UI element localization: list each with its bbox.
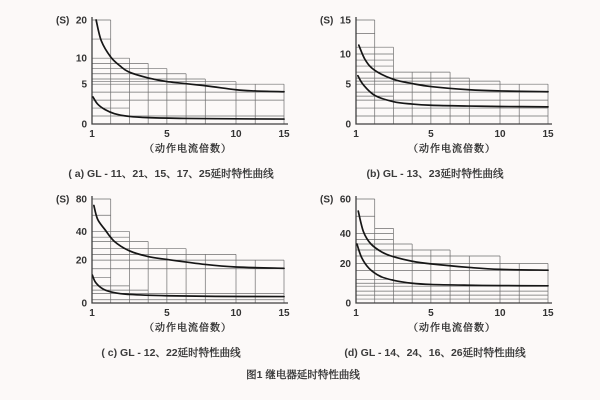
upper-limit-curve bbox=[96, 20, 284, 92]
x-axis-title: （动作电流倍数） bbox=[144, 144, 232, 155]
axes bbox=[92, 196, 288, 303]
chart-c bbox=[52, 189, 290, 360]
grid-lines bbox=[356, 199, 548, 303]
y-tick-label: 60 bbox=[339, 194, 351, 206]
axes bbox=[356, 196, 552, 303]
y-tick-label: 20 bbox=[339, 258, 351, 270]
x-tick-label: 5 bbox=[164, 308, 170, 319]
x-tick-label: 5 bbox=[428, 129, 434, 140]
chart-d-caption: (d) GL - 14、24、16、26延时特性曲线 bbox=[344, 347, 526, 359]
y-tick-label: 0 bbox=[345, 298, 351, 310]
y-unit-label: (S) bbox=[56, 15, 70, 27]
x-tick-label: 15 bbox=[542, 129, 554, 140]
chart-a-plot bbox=[52, 10, 290, 162]
x-tick-label: 10 bbox=[230, 308, 242, 319]
x-tick-label: 5 bbox=[164, 129, 170, 140]
chart-b-caption: (b) GL - 13、23延时特性曲线 bbox=[366, 168, 504, 180]
y-tick-label: 5 bbox=[81, 79, 87, 91]
chart-c-caption: ( c) GL - 12、22延时特性曲线 bbox=[101, 347, 241, 359]
chart-a-caption: ( a) GL - 11、21、15、17、25延时特性曲线 bbox=[68, 168, 274, 180]
x-tick-label: 15 bbox=[542, 308, 554, 319]
y-tick-label: 0 bbox=[81, 119, 87, 131]
y-unit-label: (S) bbox=[320, 15, 334, 27]
grid-lines bbox=[356, 20, 548, 124]
y-tick-label: 80 bbox=[75, 194, 87, 206]
chart-b bbox=[316, 10, 554, 181]
x-tick-label: 1 bbox=[353, 129, 359, 140]
x-tick-label: 10 bbox=[230, 129, 242, 140]
x-tick-label: 1 bbox=[353, 308, 359, 319]
x-axis-title: （动作电流倍数） bbox=[408, 144, 496, 155]
y-tick-label: 0 bbox=[81, 298, 87, 310]
x-tick-label: 10 bbox=[494, 308, 506, 319]
grid-lines bbox=[92, 20, 284, 124]
x-tick-label: 5 bbox=[428, 308, 434, 319]
y-tick-label: 20 bbox=[75, 15, 87, 27]
upper-limit-curve bbox=[358, 211, 548, 270]
upper-limit-curve bbox=[359, 45, 548, 92]
x-tick-label: 15 bbox=[278, 308, 290, 319]
grid-lines bbox=[92, 199, 284, 303]
chart-d-plot bbox=[316, 189, 554, 341]
chart-d bbox=[316, 189, 554, 360]
x-tick-label: 1 bbox=[89, 308, 95, 319]
y-tick-label: 0 bbox=[345, 119, 351, 131]
chart-a bbox=[52, 10, 290, 181]
x-axis-title: （动作电流倍数） bbox=[144, 323, 232, 334]
y-tick-label: 10 bbox=[75, 53, 87, 65]
y-tick-label: 40 bbox=[75, 226, 87, 238]
x-axis-title: （动作电流倍数） bbox=[408, 323, 496, 334]
y-tick-label: 40 bbox=[339, 229, 351, 241]
figure-title: 图1 继电器延时特性曲线 bbox=[246, 369, 360, 381]
chart-c-plot bbox=[52, 189, 290, 341]
x-tick-label: 15 bbox=[278, 129, 290, 140]
y-tick-label: 5 bbox=[345, 79, 351, 91]
x-tick-label: 10 bbox=[494, 129, 506, 140]
chart-b-plot bbox=[316, 10, 554, 162]
y-tick-label: 20 bbox=[75, 255, 87, 267]
x-tick-label: 1 bbox=[89, 129, 95, 140]
y-tick-label: 15 bbox=[339, 15, 351, 27]
y-unit-label: (S) bbox=[56, 194, 70, 206]
y-tick-label: 10 bbox=[339, 49, 351, 61]
charts-grid bbox=[52, 10, 554, 360]
y-unit-label: (S) bbox=[320, 194, 334, 206]
